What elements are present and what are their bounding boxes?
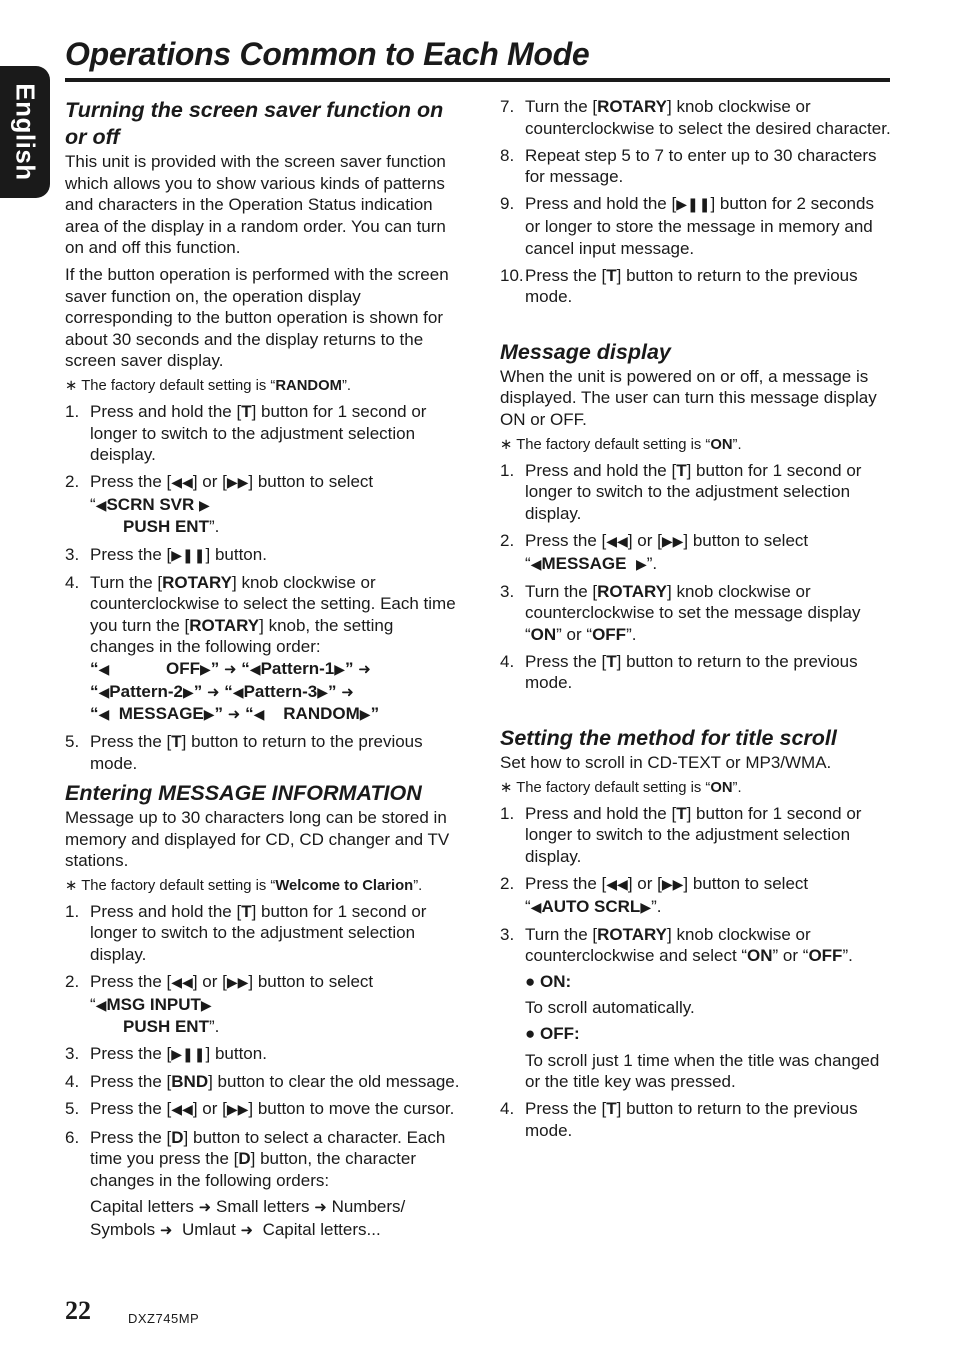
screen-saver-steps [65,401,460,775]
left-triangle-icon: ◀ [530,555,542,572]
left-column [65,96,460,1247]
message-display-default-note: ∗ The factory default setting is “ON”. [500,436,742,453]
play-pause-icon: ▶❚❚ [171,546,206,563]
language-tab [0,66,50,198]
character-order: Capital letters ➜ Small letters ➜ Numbers/ Symbols ➜ Umlaut ➜ Capital letters... [90,1197,406,1239]
right-triangle-icon: ▶ [640,898,652,915]
page-title: Operations Common to Each Mode [65,36,590,72]
step-item: 1. Press and hold the [T] button for 1 second or longer to switch to the adjustment selection display. [500,460,862,523]
page-number: 22 [65,1296,91,1325]
bullet-icon: ● [525,971,536,991]
on-option-label: ● ON: [525,971,572,991]
next-button-icon: ▶▶ [661,532,684,549]
step-item: 5. Press the [T] button to return to the previous mode. [65,732,423,773]
prev-button-icon: ◀◀ [606,532,628,549]
screen-saver-heading: Turning the screen saver function on or off [65,98,444,149]
on-option-text: To scroll automatically. [525,998,695,1018]
message-info-steps-continued [500,96,892,308]
message-display-steps [500,460,892,694]
step-item: 3. Press the [▶❚❚] button. [65,1043,460,1066]
screen-saver-section [65,97,460,774]
screen-saver-default-note: ∗ The factory default setting is “RANDOM”. [65,377,351,394]
title-scroll-intro: Set how to scroll in CD-TEXT or MP3/WMA. [500,753,832,773]
title-scroll-default-note: ∗ The factory default setting is “ON”. [500,779,742,796]
screen-saver-intro: This unit is provided with the screen saver function which allows you to show various kinds of patterns and characters in the Operation Status indication area of the display in a random order. You can turn on and off this function. [65,152,446,258]
message-display-section [500,339,892,694]
language-tab-label: English [10,83,41,181]
message-info-steps [65,901,460,1242]
step-item: 10. Press the [T] button to return to the previous mode. [500,265,858,307]
play-pause-icon: ▶❚❚ [171,1046,206,1063]
step-item: 7. Turn the [ROTARY] knob clockwise or counterclockwise to select the desired character. [500,97,891,138]
right-triangle-icon: ▶ [199,496,210,513]
message-display-intro: When the unit is powered on or off, a message is displayed. The user can turn this message display ON or OFF. [500,366,877,430]
title-scroll-steps [500,803,892,1142]
step-item: 5. Press the [◀◀] or [▶▶] button to move the cursor. [65,1098,460,1121]
right-triangle-icon: ▶ [200,996,212,1013]
screen-saver-behavior: If the button operation is performed with the screen saver function on, the operation display corresponding to the button operation is shown for about 30 seconds and the display returns to the screen saver display. [65,264,449,371]
step-item: 4. Press the [BND] button to clear the old message. [65,1072,460,1092]
step-item: 2. Press the [◀◀] or [▶▶] button to select “◀MESSAGE ▶”. [500,530,892,575]
next-button-icon: ▶▶ [226,1101,249,1118]
step-item: 3. Turn the [ROTARY] knob clockwise or counterclockwise to set the message display “ON” or “OFF”. [500,581,861,644]
step-item: 8. Repeat step 5 to 7 to enter up to 30 characters for message. [500,145,877,187]
step-item: 4. Turn the [ROTARY] knob clockwise or counterclockwise to select the setting. Each time you turn the [ROTARY] knob, the setting changes in the following order: “◀ OFF▶” ➜ “◀Pattern-1▶” ➜ “◀Pattern-2▶” ➜ “◀Pattern-3▶” ➜ “◀ MESSAGE▶” ➜ “◀ RANDOM▶” [65,572,456,724]
message-info-section [65,780,460,1242]
step-item: 1. Press and hold the [T] button for 1 second or longer to switch to the adjustment selection display. [500,803,862,866]
bullet-icon: ● [525,1024,536,1043]
step-item: 3. Press the [▶❚❚] button. [65,544,460,567]
model-number: DXZ745MP [128,1311,200,1326]
left-triangle-icon: ◀ [530,898,542,915]
play-pause-icon: ▶❚❚ [676,196,711,213]
next-button-icon: ▶▶ [226,474,249,491]
next-button-icon: ▶▶ [226,974,249,990]
message-display-heading: Message display [500,339,671,364]
prev-button-icon: ◀◀ [171,474,193,491]
title-scroll-section [500,725,892,1141]
step-item: 1. Press and hold the [T] button for 1 second or longer to switch to the adjustment selection deisplay. [65,401,427,465]
step-item: 3. Turn the [ROTARY] knob clockwise or counterclockwise and select “ON” or “OFF”. ● ON: To scroll automatically. ● OFF: To scroll just 1 time when the title was changed or the title key was pressed. [500,924,892,1093]
off-option-label: ● OFF: [525,1024,580,1043]
setting-order: “◀ OFF▶” ➜ “◀Pattern-1▶” ➜ “◀Pattern-2▶” ➜ “◀Pattern-3▶” ➜ “◀ MESSAGE▶” ➜ “◀ RANDOM▶” [90,658,380,724]
left-triangle-icon: ◀ [95,996,107,1013]
message-info-default-note: ∗ The factory default setting is “Welcome to Clarion”. [65,877,423,894]
right-triangle-icon: ▶ [635,555,647,572]
right-column [500,96,892,1147]
step-item: 1. Press and hold the [T] button for 1 second or longer to switch to the adjustment selection display. [65,901,427,964]
step-item: 2. Press the [◀◀] or [▶▶] button to select “◀AUTO SCRL▶”. [500,873,892,918]
title-scroll-heading: Setting the method for title scroll [500,726,837,751]
step-item: 2. Press the [◀◀] or [▶▶] button to select “◀MSG INPUT▶ PUSH ENT”. [65,972,374,1037]
prev-button-icon: ◀◀ [171,1101,193,1118]
left-triangle-icon: ◀ [95,496,107,513]
step-item: 6. Press the [D] button to select a character. Each time you press the [D] button, the character changes in the following orders: Capital letters ➜ Small letters ➜ Numbers/ Symbols ➜ Umlaut ➜ Capital letters... [65,1127,460,1242]
title-rule [65,78,890,82]
prev-button-icon: ◀◀ [606,875,628,892]
step-item: 4. Press the [T] button to return to the previous mode. [500,651,858,693]
step-item: 9. Press and hold the [▶❚❚] button for 2 seconds or longer to store the message in memory and cancel input message. [500,194,874,258]
message-info-intro: Message up to 30 characters long can be stored in memory and displayed for CD, CD changer and TV stations. [65,807,450,871]
step-item: 4. Press the [T] button to return to the previous mode. [500,1099,858,1140]
step-item: 2. Press the [◀◀] or [▶▶] button to select “◀SCRN SVR ▶ PUSH ENT”. [65,472,374,537]
message-info-heading: Entering MESSAGE INFORMATION [65,780,422,805]
next-button-icon: ▶▶ [661,875,684,892]
prev-button-icon: ◀◀ [171,974,193,990]
off-option-text: To scroll just 1 time when the title was changed or the title key was pressed. [525,1050,880,1092]
